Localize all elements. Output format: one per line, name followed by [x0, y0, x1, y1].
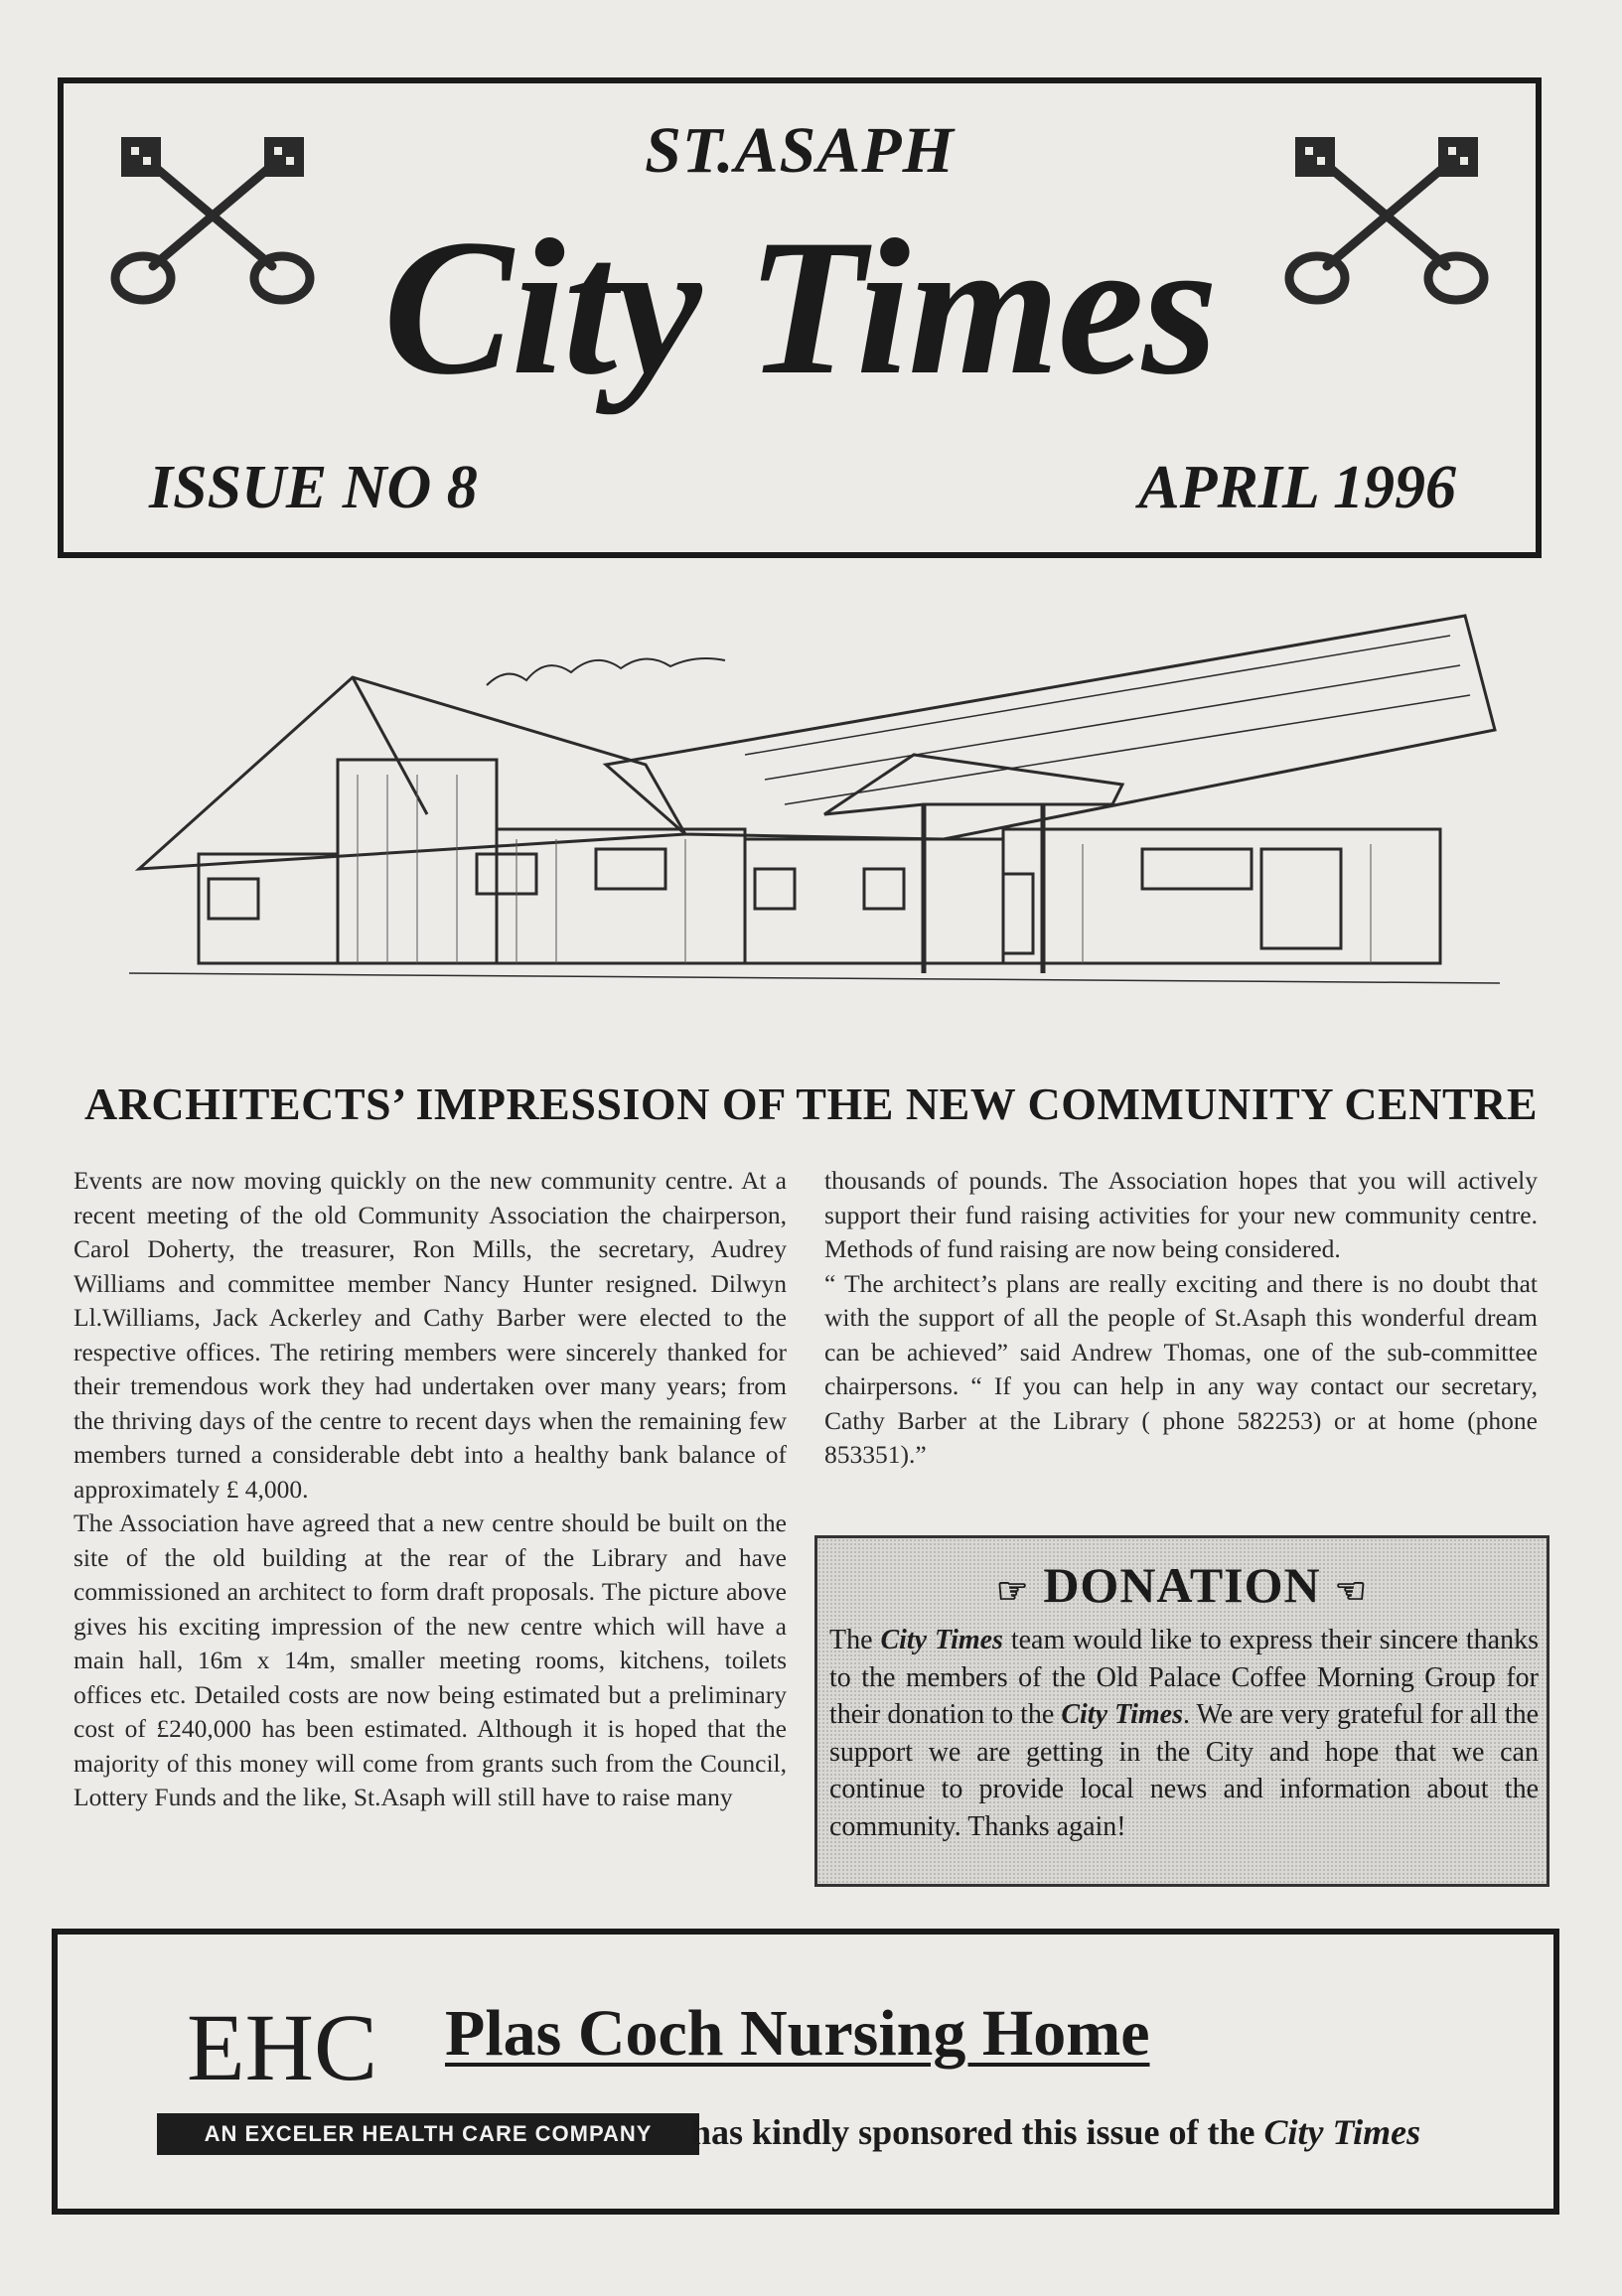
masthead: [58, 77, 1542, 558]
issue-number: ISSUE NO 8: [149, 454, 478, 521]
issue-date: APRIL 1996: [1138, 454, 1456, 521]
paper-name: City Times: [1263, 2112, 1421, 2152]
article-headline: ARCHITECTS’ IMPRESSION OF THE NEW COMMUNITY CENTRE: [83, 1078, 1539, 1129]
logo-tagline: AN EXCELER HEALTH CARE COMPANY: [157, 2113, 699, 2155]
donation-text-part: . We are very grateful for all the support we are getting in the City and hope that we can continue to provide local news and information about the community. Thanks again!: [829, 1699, 1539, 1842]
masthead-title: City Times: [382, 200, 1217, 415]
sponsor-line: [691, 2111, 1420, 2153]
donation-text: [829, 1622, 1539, 1845]
article-column-left: [74, 1164, 787, 1815]
article-paragraph: thousands of pounds. The Association hopes that you will actively support their fund raising activities for your new community centre. Methods of fund raising are now being considered.: [824, 1166, 1538, 1263]
pointing-hand-icon: ☜: [1334, 1570, 1368, 1611]
article-column-right: [824, 1164, 1538, 1473]
article-paragraph: “ The architect’s plans are really exciting and there is no doubt that with the support of all the people of St.Asaph this wonderful dream can be achieved” said Andrew Thomas, one of the sub-committee chairpersons. “ If you can help in any way contact our secretary, Cathy Barber at the Library ( phone 582253) or at home (phone 853351).”: [824, 1268, 1538, 1469]
sponsor-box: [52, 1929, 1559, 2215]
paper-name: City Times: [880, 1625, 1003, 1655]
pointing-hand-icon: ☞: [996, 1570, 1030, 1611]
paper-name: City Times: [1061, 1699, 1183, 1730]
donation-box: [814, 1535, 1549, 1887]
community-centre-illustration: [129, 606, 1500, 1043]
ehc-logo: [187, 1990, 377, 2100]
masthead-kicker: ST.ASAPH: [645, 114, 955, 187]
sponsor-name: Plas Coch Nursing Home: [445, 1997, 1150, 2070]
donation-title: [817, 1556, 1547, 1614]
article-paragraph: Events are now moving quickly on the new community centre. At a recent meeting of the old Community Association the chairperson, Carol Doherty, the treasurer, Ron Mills, the secretary, Audrey Williams and committee member Nancy Hunter resigned. Dilwyn Ll.Williams, Jack Ackerley and Cathy Barber were elected to the respective offices. The retiring members were sincerely thanked for their tremendous work they had undertaken over many years; from the thriving days of the centre to recent days when the remaining few members turned a considerable debt into a healthy bank balance of approximately £ 4,000.: [74, 1166, 787, 1504]
crossed-keys-icon: [1277, 127, 1496, 316]
sponsor-line-text: has kindly sponsored this issue of the: [691, 2112, 1264, 2152]
donation-heading: DONATION: [1043, 1557, 1321, 1613]
logo-letters: EHC: [187, 1994, 377, 2100]
donation-text-part: team would like to express their sincere thanks to the members of the Old Palace Coffee Morning Group for their donation to the: [829, 1625, 1540, 1730]
article-paragraph: The Association have agreed that a new centre should be built on the site of the old building at the rear of the Library and have commissioned an architect to form draft proposals. The picture above gives his exciting impression of the new centre which will have a main hall, 16m x 14m, smaller meeting rooms, kitchens, toilets offices etc. Detailed costs are now being estimated but a preliminary cost of £240,000 has been estimated. Although it is hoped that the majority of this money will come from grants such from the Council, Lottery Funds and the like, St.Asaph will still have to raise many: [74, 1508, 787, 1811]
donation-text-part: The: [829, 1625, 881, 1655]
